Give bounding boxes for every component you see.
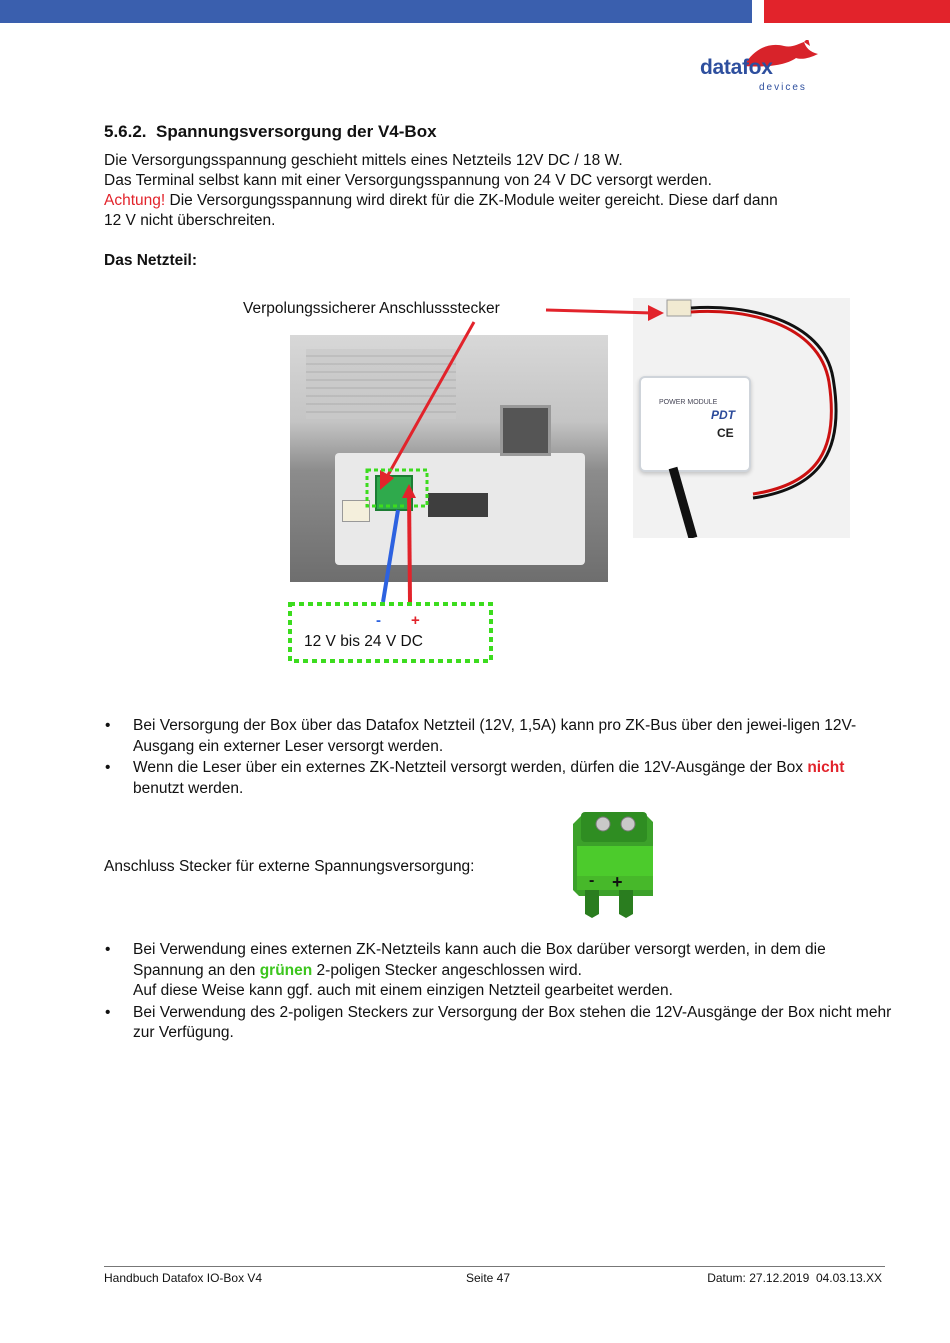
footer-date: Datum: 27.12.2019 04.03.13.XX <box>707 1271 882 1285</box>
minus-label: - <box>376 612 381 629</box>
emphasis-gruenen: grünen <box>259 961 313 979</box>
warning-word: Achtung! <box>104 192 166 209</box>
emphasis-nicht: nicht <box>807 759 845 776</box>
intro-line-1: Die Versorgungsspannung geschieht mittels eines Netzteils 12V DC / 18 W. <box>104 152 623 169</box>
section-title: Spannungsversorgung der V4-Box <box>156 122 437 141</box>
psu-brand: PDT <box>711 408 735 422</box>
list-item: • Bei Verwendung eines externen ZK-Netzteils kann auch die Box darüber versorgt werden, in dem die Spannung an den grünen 2-poligen Stecker angeschlossen wird. Auf diese Weise kann ggf. auch mit einem einzigen Netzteil gearbeitet werden. <box>104 940 894 1002</box>
netzteil-heading: Das Netzteil: <box>104 252 198 269</box>
list-item: • Wenn die Leser über ein externes ZK-Netzteil versorgt werden, dürfen die 12V-Ausgänge der Box nicht benutzt werden. <box>104 758 894 799</box>
psu-title: POWER MODULE <box>659 399 718 406</box>
arrowhead-psu <box>648 305 664 321</box>
plus-label: + <box>411 612 420 629</box>
intro-line-2: Das Terminal selbst kann mit einer Versorgungsspannung von 24 V DC versorgt werden. <box>104 172 712 189</box>
minus-wire-line <box>383 510 398 602</box>
arrow-to-psu-plug <box>546 310 652 313</box>
voltage-label: 12 V bis 24 V DC <box>304 633 423 650</box>
connector-arrow-label: Verpolungssicherer Anschlussstecker <box>243 300 500 317</box>
connector-minus-label: - <box>589 872 595 889</box>
arrowhead-plug <box>380 470 394 490</box>
section-number: 5.6.2. <box>104 122 147 141</box>
list-item: • Bei Versorgung der Box über das Datafox Netzteil (12V, 1,5A) kann pro ZK-Bus über den jewei-ligen 12V-Ausgang ein externer Leser versorgt werden. <box>104 716 894 757</box>
plug-highlight-box <box>367 470 427 506</box>
logo-wordmark: datafox <box>700 56 773 79</box>
connector-label: Anschluss Stecker für externe Spannungsversorgung: <box>104 858 475 875</box>
list-item: • Bei Verwendung des 2-poligen Steckers zur Versorgung der Box stehen die 12V-Ausgänge der Box nicht mehr zur Verfügung. <box>104 1003 894 1044</box>
plus-wire-line <box>409 490 410 602</box>
bullet-list-connector <box>104 940 894 1045</box>
intro-line-4: 12 V nicht überschreiten. <box>104 212 276 229</box>
bullet-list-supply <box>104 716 894 800</box>
footer-left: Handbuch Datafox IO-Box V4 <box>104 1271 263 1285</box>
warning-text: Die Versorgungsspannung wird direkt für die ZK-Module weiter gereicht. Diese darf dann <box>165 192 778 209</box>
green-connector-icon <box>571 812 655 918</box>
ce-mark: CE <box>717 426 734 440</box>
footer-page: Seite 47 <box>466 1271 511 1285</box>
logo-subtitle: devices <box>759 82 807 93</box>
connector-plus-label: + <box>612 872 623 892</box>
footer-divider <box>104 1266 885 1267</box>
arrow-to-green-plug <box>388 322 474 475</box>
